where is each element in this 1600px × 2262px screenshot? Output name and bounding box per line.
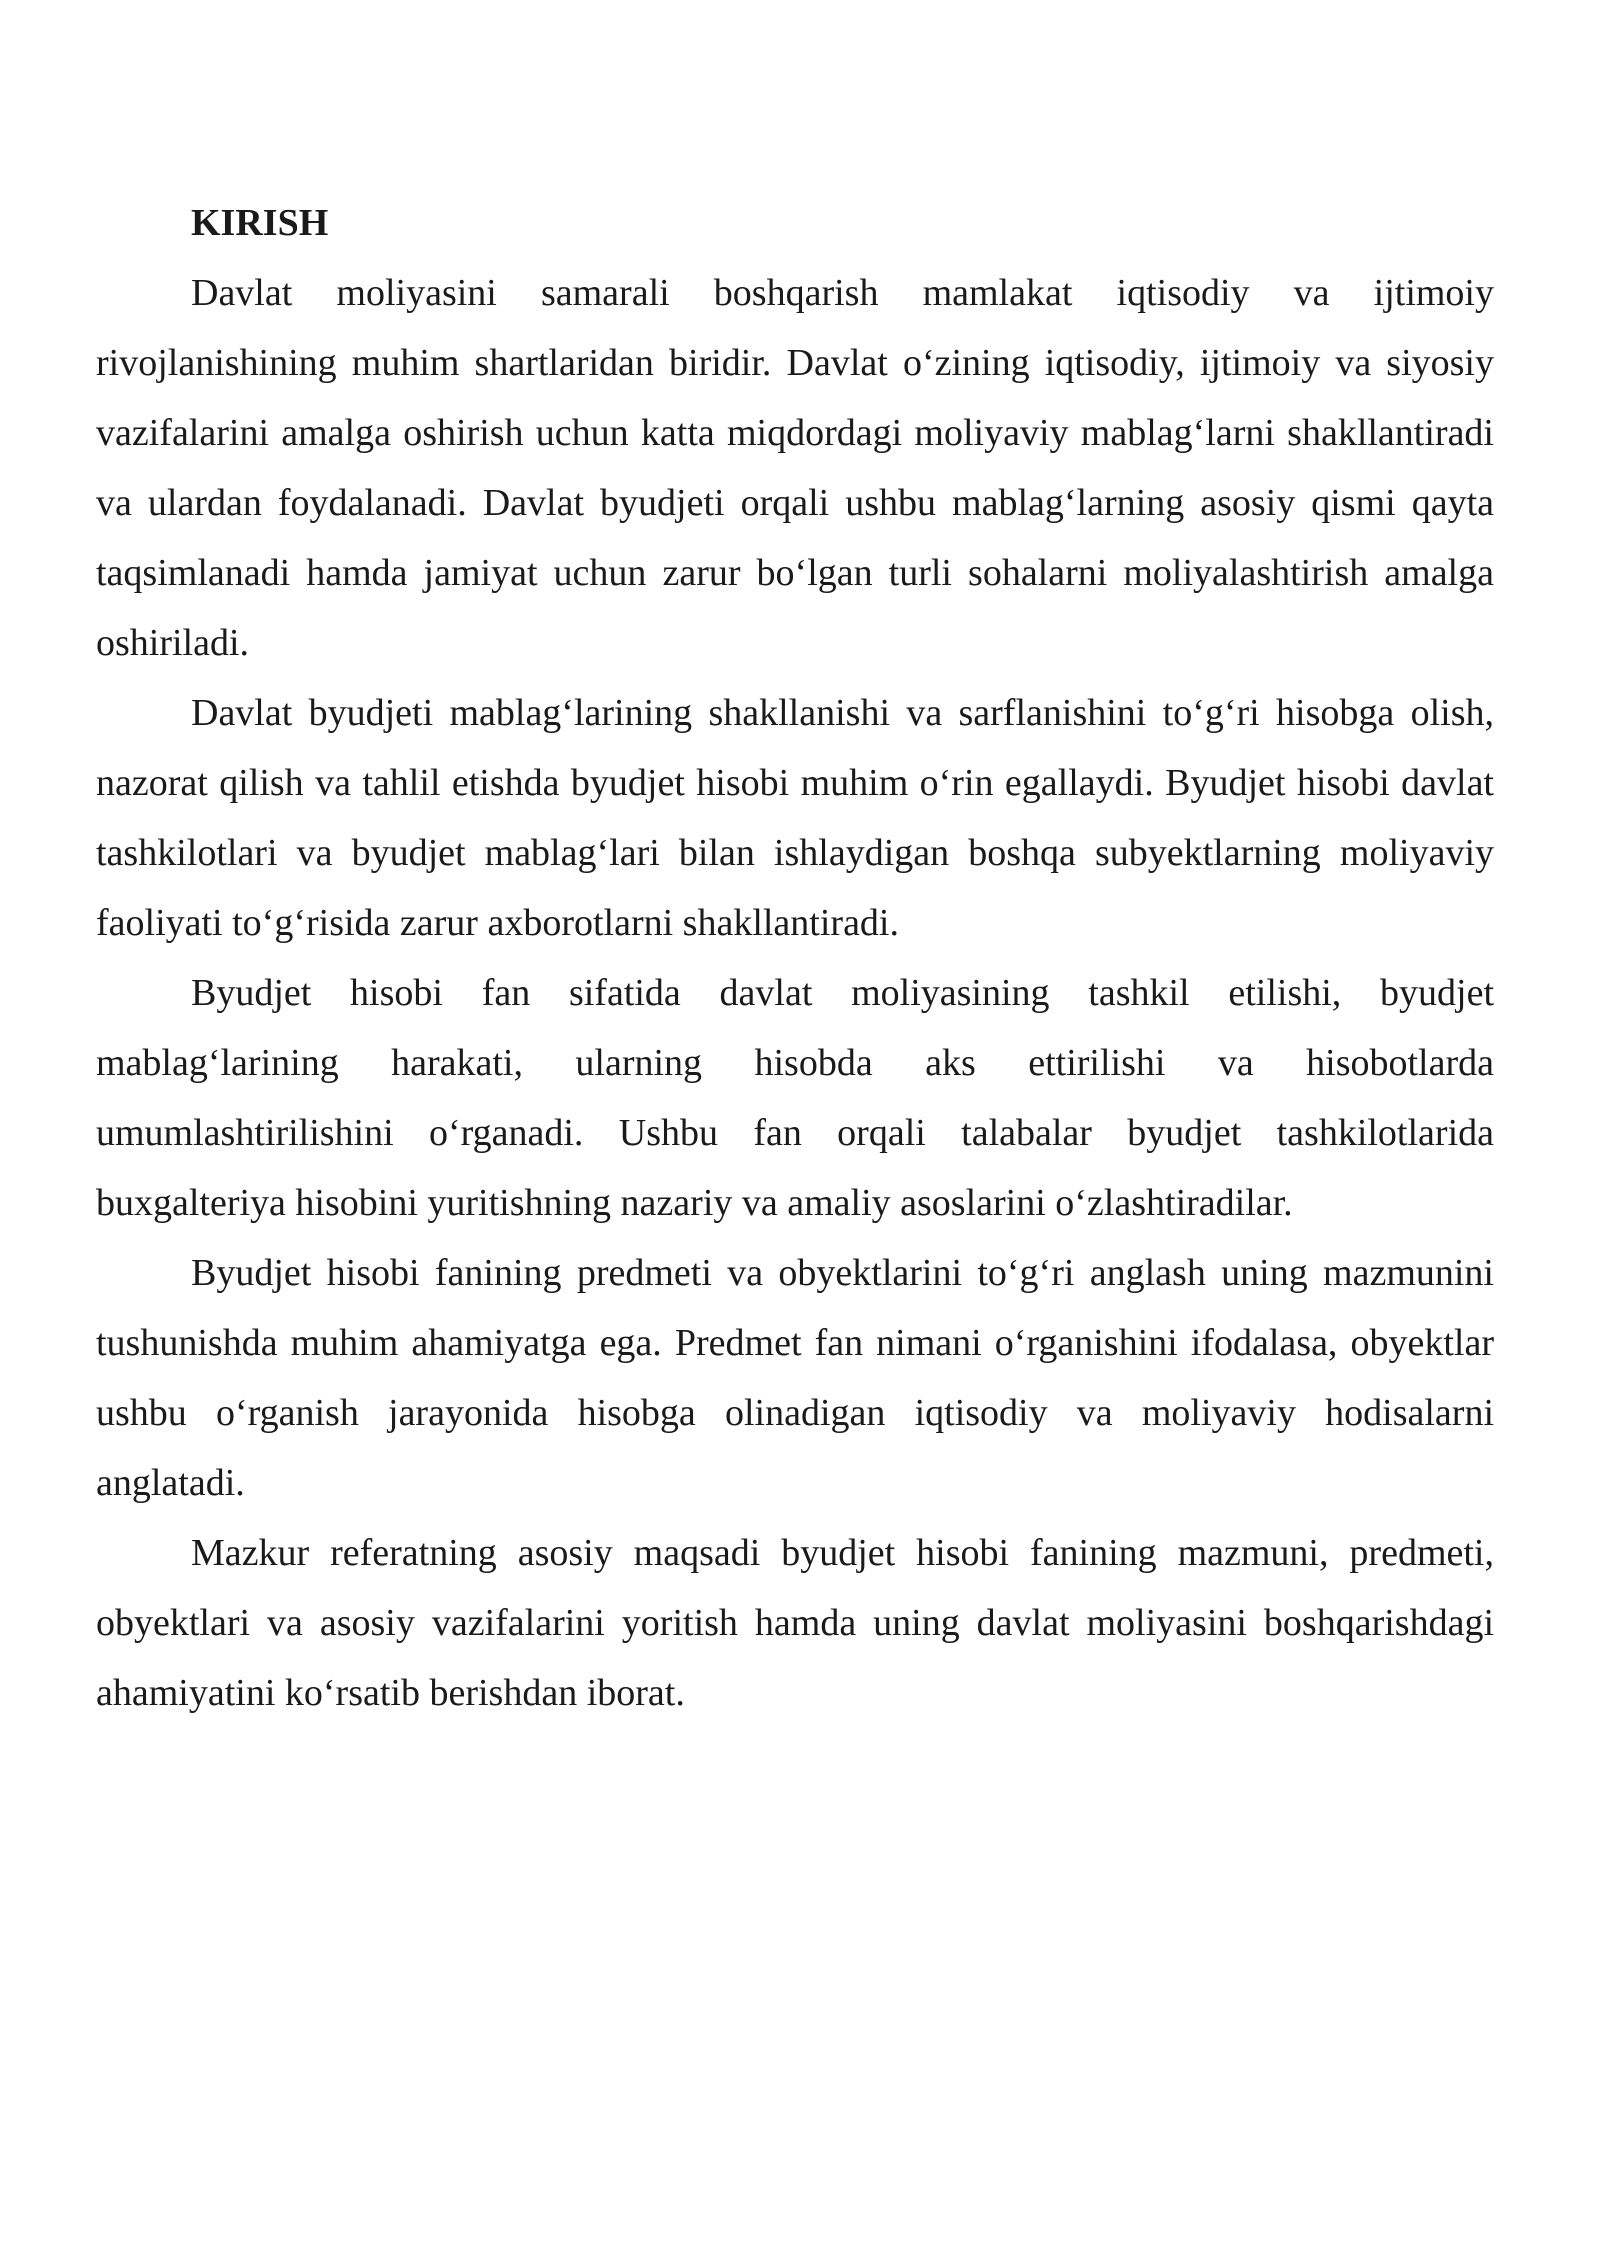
paragraph-2: Davlat byudjeti mablag‘larining shakllanishi va sarflanishini to‘g‘ri hisobga olish, nazorat qilish va tahlil etishda byudjet hisobi muhim o‘rin egallaydi. Byudjet hisobi davlat tashkilotlari va byudjet mablag‘lari bilan ishlaydigan boshqa subyektlarning moliyaviy faoliyati to‘g‘risida zarur axborotlarni shakllantiradi. (96, 692, 1494, 944)
section-heading: KIRISH (191, 202, 329, 244)
paragraph-4: Byudjet hisobi fanining predmeti va obyektlarini to‘g‘ri anglash uning mazmunini tushunishda muhim ahamiyatga ega. Predmet fan nimani o‘rganishini ifodalasa, obyektlar ushbu o‘rganish jarayonida hisobga olinadigan iqtisodiy va moliyaviy hodisalarni anglatadi. (96, 1252, 1494, 1504)
paragraph-1: Davlat moliyasini samarali boshqarish mamlakat iqtisodiy va ijtimoiy rivojlanishining muhim shartlaridan biridir. Davlat o‘zining iqtisodiy, ijtimoiy va siyosiy vazifalarini amalga oshirish uchun katta miqdordagi moliyaviy mablag‘larni shakllantiradi va ulardan foydalanadi. Davlat byudjeti orqali ushbu mablag‘larning asosiy qismi qayta taqsimlanadi hamda jamiyat uchun zarur bo‘lgan turli sohalarni moliyalashtirish amalga oshiriladi. (96, 272, 1494, 664)
paragraph-3: Byudjet hisobi fan sifatida davlat moliyasining tashkil etilishi, byudjet mablag‘larining harakati, ularning hisobda aks ettirilishi va hisobotlarda umumlashtirilishini o‘rganadi. Ushbu fan orqali talabalar byudjet tashkilotlarida buxgalteriya hisobini yuritishning nazariy va amaliy asoslarini o‘zlashtiradilar. (96, 972, 1494, 1224)
document-body (96, 188, 1494, 1728)
paragraph-5: Mazkur referatning asosiy maqsadi byudjet hisobi fanining mazmuni, predmeti, obyektlari va asosiy vazifalarini yoritish hamda uning davlat moliyasini boshqarishdagi ahamiyatini ko‘rsatib berishdan iborat. (96, 1532, 1494, 1714)
